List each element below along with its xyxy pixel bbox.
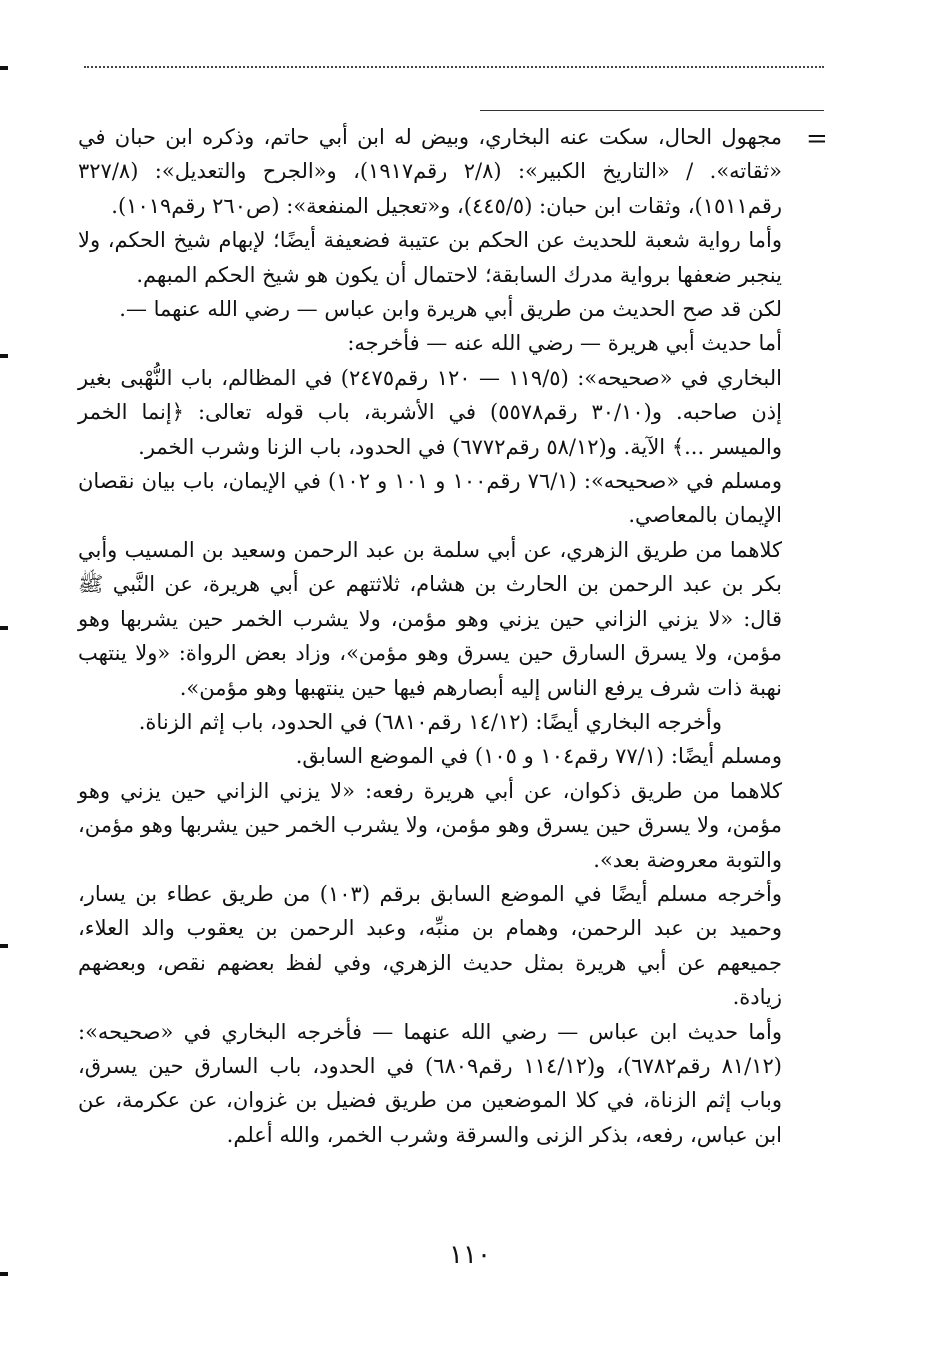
paragraph: وأخرجه البخاري أيضًا: (١٤/١٢ رقم٦٨١٠) في الحدود، باب إثم الزناة. xyxy=(138,709,722,734)
continuation-mark: = xyxy=(806,124,828,154)
footnote-text-block xyxy=(78,120,782,1152)
paragraph: أما حديث أبي هريرة — رضي الله عنه — فأخرجه: xyxy=(347,331,782,356)
paragraph: البخاري في «صحيحه»: (١١٩/٥ — ١٢٠ رقم٢٤٧٥) في المظالم، باب النُّهْبى بغير إذن صاحبه. و(٣٠/١٠ رقم٥٥٧٨) في الأشربة، باب قوله تعالى: ﴿إنما الخمر والميسر ...﴾ الآية. و(٥٨/١٢ رقم٦٧٧٢) في الحدود، باب الزنا وشرب الخمر. xyxy=(78,365,782,459)
paragraph: كلاهما من طريق الزهري، عن أبي سلمة بن عبد الرحمن وسعيد بن المسيب وأبي بكر بن عبد الرحمن بن الحارث بن هشام، ثلاثتهم عن أبي هريرة، عن النَّبي ﷺ قال: «لا يزني الزاني حين يزني وهو مؤمن، ولا يشرب الخمر حين يشربها وهو مؤمن، ولا يسرق السارق حين يسرق وهو مؤمن»، وزاد بعض الرواة: «ولا ينتهب نهبة ذات شرف يرفع الناس إليه أبصارهم فيها حين ينتهبها وهو مؤمن». xyxy=(78,537,782,700)
margin-tick-mark xyxy=(0,1272,8,1276)
paragraph: وأخرجه مسلم أيضًا في الموضع السابق برقم (١٠٣) من طريق عطاء بن يسار، وحميد بن عبد الرحمن، وهمام بن منبِّه، وعبد الرحمن بن يعقوب والد العلاء، جميعهم عن أبي هريرة بمثل حديث الزهري، وفي لفظ بعضهم نقص، وبعضهم زيادة. xyxy=(78,881,782,1010)
page-number: ١١٠ xyxy=(449,1240,491,1270)
paragraph: ومسلم أيضًا: (٧٧/١ رقم١٠٤ و ١٠٥) في الموضع السابق. xyxy=(295,744,782,769)
paragraph: لكن قد صح الحديث من طريق أبي هريرة وابن عباس — رضي الله عنهما —. xyxy=(119,297,782,322)
header-dotted-rule xyxy=(84,66,824,68)
paragraph: وأما حديث ابن عباس — رضي الله عنهما — فأخرجه البخاري في «صحيحه»: (٨١/١٢ رقم٦٧٨٢)، و(١١٤/١٢ رقم٦٨٠٩) في الحدود، باب السارق حين يسرق، وباب إثم الزناة، في كلا الموضعين من طريق فضيل بن غزوان، عن عكرمة، عن ابن عباس، رفعه، بذكر الزنى والسرقة وشرب الخمر، والله أعلم. xyxy=(78,1019,782,1147)
margin-tick-mark xyxy=(0,626,8,630)
paragraph: ومسلم في «صحيحه»: (٧٦/١ رقم١٠٠ و ١٠١ و ١٠٢) في الإيمان، باب بيان نقصان الإيمان بالمعاصي. xyxy=(78,469,782,528)
footnote-separator-rule xyxy=(480,110,824,111)
paragraph: كلاهما من طريق ذكوان، عن أبي هريرة رفعه: «لا يزني الزاني حين يزني وهو مؤمن، ولا يسرق حين يسرق وهو مؤمن، ولا يشرب الخمر حين يشربها وهو مؤمن، والتوبة معروضة بعد». xyxy=(78,778,782,872)
margin-tick-mark xyxy=(0,944,8,948)
margin-tick-mark xyxy=(0,354,8,358)
margin-tick-mark xyxy=(0,66,8,70)
paragraph: وأما رواية شعبة للحديث عن الحكم بن عتيبة فضعيفة أيضًا؛ لإبهام شيخ الحكم، ولا ينجبر ضعفها برواية مدرك السابقة؛ لاحتمال أن يكون هو شيخ الحكم المبهم. xyxy=(78,228,782,287)
paragraph: مجهول الحال، سكت عنه البخاري، وبيض له ابن أبي حاتم، وذكره ابن حبان في «ثقاته». / «التاريخ الكبير»: (٢/٨ رقم١٩١٧)، و«الجرح والتعديل»: (٣٢٧/٨ رقم١٥١١)، وثقات ابن حبان: (٤٤٥/٥)، و«تعجيل المنفعة»: (ص٢٦٠ رقم١٠١٩). xyxy=(78,125,782,218)
